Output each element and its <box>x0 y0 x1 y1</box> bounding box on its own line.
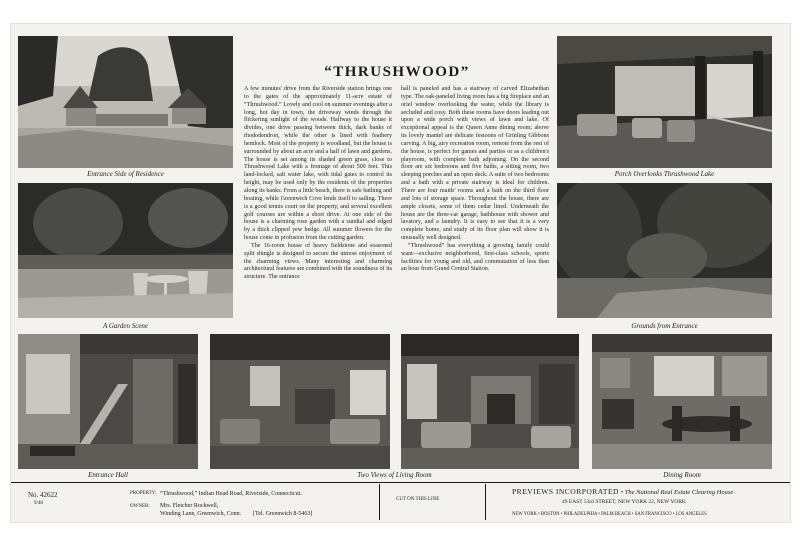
owner-telephone-text: Tel. Greenwich 8-5463 <box>255 511 311 517</box>
garden-photo <box>18 183 233 318</box>
property-label: PROPERTY: <box>130 491 157 496</box>
listing-number: No. 42622 <box>28 491 58 499</box>
caption-entrance-hall: Entrance Hall <box>88 471 128 479</box>
company-header <box>512 487 733 496</box>
caption-grounds: Grounds from Entrance <box>631 322 698 330</box>
listing-date: 9/48 <box>34 501 43 506</box>
owner-address: Winding Lane, Greenwich, Conn. <box>160 511 242 517</box>
company-address: 49 EAST 53rd STREET, NEW YORK 22, NEW YORK <box>562 499 686 505</box>
owner-name: Mrs. Fletcher Rockwell, <box>160 503 219 509</box>
paragraph: “Thrushwood” has everything a growing family could want—exclusive neighborhood, first-class schools, sports facilities for young and old, and commutation of less than an hour from Grand Central Station. <box>401 242 549 273</box>
paragraph: hall is paneled and has a stairway of carved Elizabethan type. The oak-paneled living room has a big fireplace and an oriel window overlooking the water, while the library is secluded and cosy. Both these rooms have doors leading out upon a wide porch with views of lawn and lake. Of exceptional appeal is the Queen Anne dining room; above its lovely mantel are delicate festoons of Grinling Gibbons carving. A big, airy recreation room, remote from the rest of the house, is perfect for games and parties or as a children's playroom, with complete bath adjoining. On the second floor are six bedrooms and five baths, a sitting room, two sleeping porches and an open deck. A suite of two bedrooms and a bath with a private stairway is ideal for children. There are four maids' rooms and a bath on the third floor and lots of storage space. Throughout the house, there are ample closets, some of them cedar lined. Underneath the house are the three-car garage, bathhouse with shower and lavatory, and a laundry. It is easy to see that it is a very complete home, and study of its floor plan will show it is unusually well designed. <box>401 86 549 242</box>
living-room-photo-1 <box>210 334 390 469</box>
caption-entrance-side: Entrance Side of Residence <box>87 170 164 178</box>
cut-line-label: CUT ON THIS LINE <box>396 497 440 502</box>
text-column-left <box>244 86 392 282</box>
page-title: “THRUSHWOOD” <box>324 64 470 80</box>
caption-garden: A Garden Scene <box>102 322 149 330</box>
paragraph: The 16-room house of heavy fieldstone and seasoned split shingle is designed to secure the utmost enjoyment of the charming views. Many interesting and charming architectural features are combined with the soundness of its structure. The entrance <box>244 242 392 281</box>
porch-photo <box>557 36 772 168</box>
entrance-side-photo <box>18 36 233 168</box>
caption-dining-room: Dining Room <box>663 471 701 479</box>
property-value: “Thrushwood,” Indian Head Road, Riverside, Connecticut. <box>160 491 302 497</box>
owner-telephone: [Tel. Greenwich 8-5463] <box>253 511 313 517</box>
office-cities: NEW YORK • BOSTON • PHILADELPHIA • PALM BEACH • SAN FRANCISCO • LOS ANGELES <box>512 512 707 517</box>
grounds-photo <box>557 183 772 318</box>
company-tagline: • The National Real Estate Clearing House <box>620 489 734 496</box>
entrance-hall-photo <box>18 334 198 469</box>
dining-room-photo <box>592 334 772 469</box>
text-column-right <box>401 86 549 274</box>
owner-label: OWNER: <box>130 504 150 509</box>
cut-line-right <box>485 484 486 520</box>
caption-living-room: Two Views of Living Room <box>357 471 432 479</box>
footer-rule <box>11 482 790 483</box>
caption-porch: Porch Overlooks Thrushwood Lake <box>614 170 715 178</box>
cut-line-left <box>379 484 380 520</box>
paragraph: A few minutes' drive from the Riverside station brings one to the gates of the approximately 11-acre estate of “Thrushwood.” Lovely and cool on summer evenings after a long, hot day in town, the driveway winds through the flickering sunlight of the woods. Halfway to the house it divides, one drive passing between thick, dark banks of rhododendron, while the other is lined with feathery hemlock. Most of the property is woodland, but the house is surrounded by about an acre and a half of lawn and gardens. The house is set among its shaded green grass, close to Thrushwood Lake with a frontage of about 500 feet. This land-locked, salt water lake, with tidal gates to control its height, may be used only by the residents of the properties along its banks. From a little beach, there is safe bathing and boating, while Greenwich Cove lends itself to sailing. There is a good tennis court on the property, and several excellent golf courses are within a short drive. At one side of the house is a charming rose garden with a sundial and edged by a thick clipped yew hedge. All summer flowers for the house come in profusion from the cutting garden. <box>244 86 392 242</box>
company-name: PREVIEWS INCORPORATED <box>512 487 619 496</box>
living-room-photo-2 <box>401 334 579 469</box>
